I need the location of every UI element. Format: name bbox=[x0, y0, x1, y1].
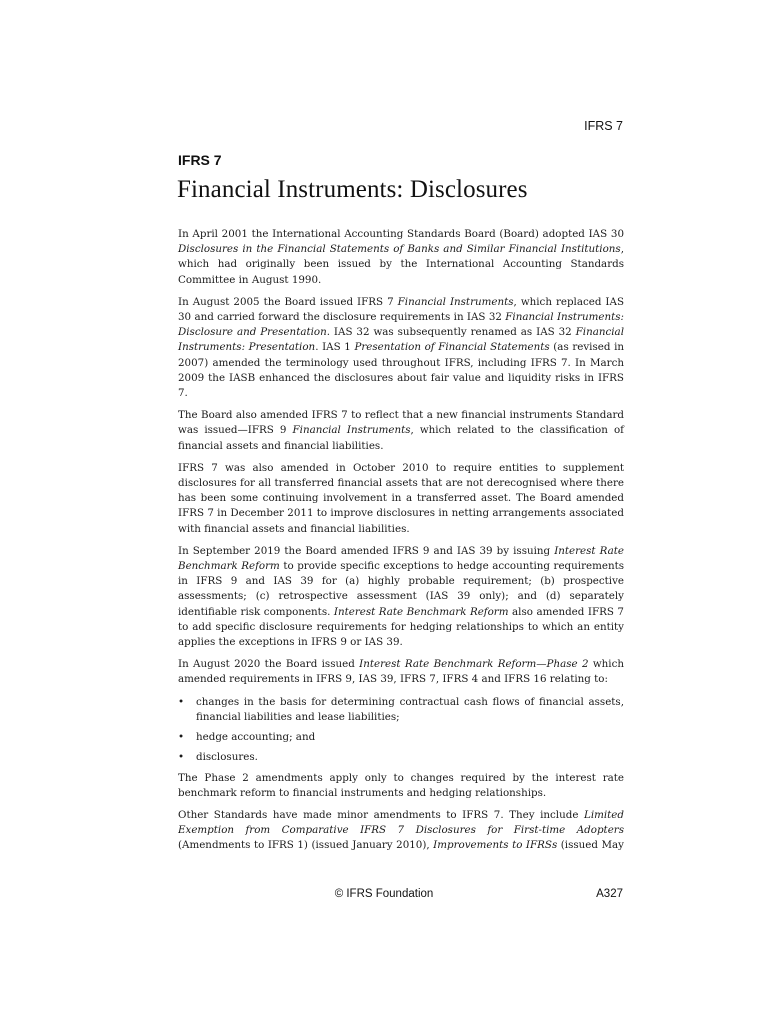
paragraph-transferred-assets: IFRS 7 was also amended in October 2010 to require entities to supplement disclosures for all transferred financial assets that are not derecognised where there has been some continuing involvement in a transferred asset. The Board amended IFRS 7 in December 2011 to improve disclosures in netting arrangements associated with financial assets and financial liabilities. bbox=[178, 461, 624, 535]
paragraph-ifrs7-issued: In August 2005 the Board issued IFRS 7 Financial Instruments, which replaced IAS 30 and carried forward the disclosure requirements in IAS 32 Financial Instruments: Disclosure and Presentation. IAS 32 was subsequently renamed as IAS 32 Financial Instruments: Presentation. IAS 1 Presentation of Financial Statements (as revised in 2007) amended the terminology used throughout IFRS, including IFRS 7. In March 2009 the IASB enhanced the disclosures about fair value and liquidity risks in IFRS 7. bbox=[178, 295, 625, 400]
list-item: • disclosures. bbox=[178, 750, 624, 765]
paragraph-phase-2-scope: The Phase 2 amendments apply only to changes required by the interest rate benchmark reform to financial instruments and hedging relationships. bbox=[178, 771, 624, 799]
paragraph-phase-2: In August 2020 the Board issued Interest Rate Benchmark Reform—Phase 2 which amended requirements in IFRS 9, IAS 39, IFRS 7, IFRS 4 and IFRS 16 relating to: bbox=[178, 658, 624, 686]
list-item: • hedge accounting; and bbox=[178, 730, 624, 745]
paragraph-ias30-adoption: In April 2001 the International Accounting Standards Board (Board) adopted IAS 30 Disclosures in the Financial Statements of Banks and Similar Financial Institutions, which had originally been issued by the International Accounting Standards Committee in August 1990. bbox=[178, 228, 624, 286]
standard-label: IFRS 7 bbox=[178, 152, 222, 168]
page-number: A327 bbox=[596, 888, 623, 900]
footer-copyright: © IFRS Foundation bbox=[334, 888, 434, 900]
bullet-icon: • bbox=[178, 751, 185, 764]
phase-2-list bbox=[178, 695, 624, 766]
page-title: Financial Instruments: Disclosures bbox=[177, 176, 528, 203]
bullet-icon: • bbox=[178, 695, 185, 708]
paragraph-other-amendments: Other Standards have made minor amendments to IFRS 7. They include Limited Exemption from Comparative IFRS 7 Disclosures for First-time Adopters (Amendments to IFRS 1) (issued January 2010), Improvements to IFRSs (issued May bbox=[178, 808, 624, 852]
paragraph-benchmark-reform: In September 2019 the Board amended IFRS 9 and IAS 39 by issuing Interest Rate Benchmark Reform to provide specific exceptions to hedge accounting requirements in IFRS 9 and IAS 39 for (a) highly probable requirement; (b) prospective assessments; (c) retrospective assessment (IAS 39 only); and (d) separately identifiable risk components. Interest Rate Benchmark Reform also amended IFRS 7 to add specific disclosure requirements for hedging relationships to which an entity applies the exceptions in IFRS 9 or IAS 39. bbox=[178, 544, 624, 649]
body-text bbox=[178, 227, 624, 854]
bullet-icon: • bbox=[178, 731, 185, 744]
list-item: • changes in the basis for determining contractual cash flows of financial assets, financial liabilities and lease liabilities; bbox=[178, 695, 624, 723]
paragraph-ifrs9-amendment: The Board also amended IFRS 7 to reflect that a new financial instruments Standard was issued—IFRS 9 Financial Instruments, which related to the classification of financial assets and financial liabilities. bbox=[178, 409, 624, 452]
running-head: IFRS 7 bbox=[584, 119, 623, 133]
